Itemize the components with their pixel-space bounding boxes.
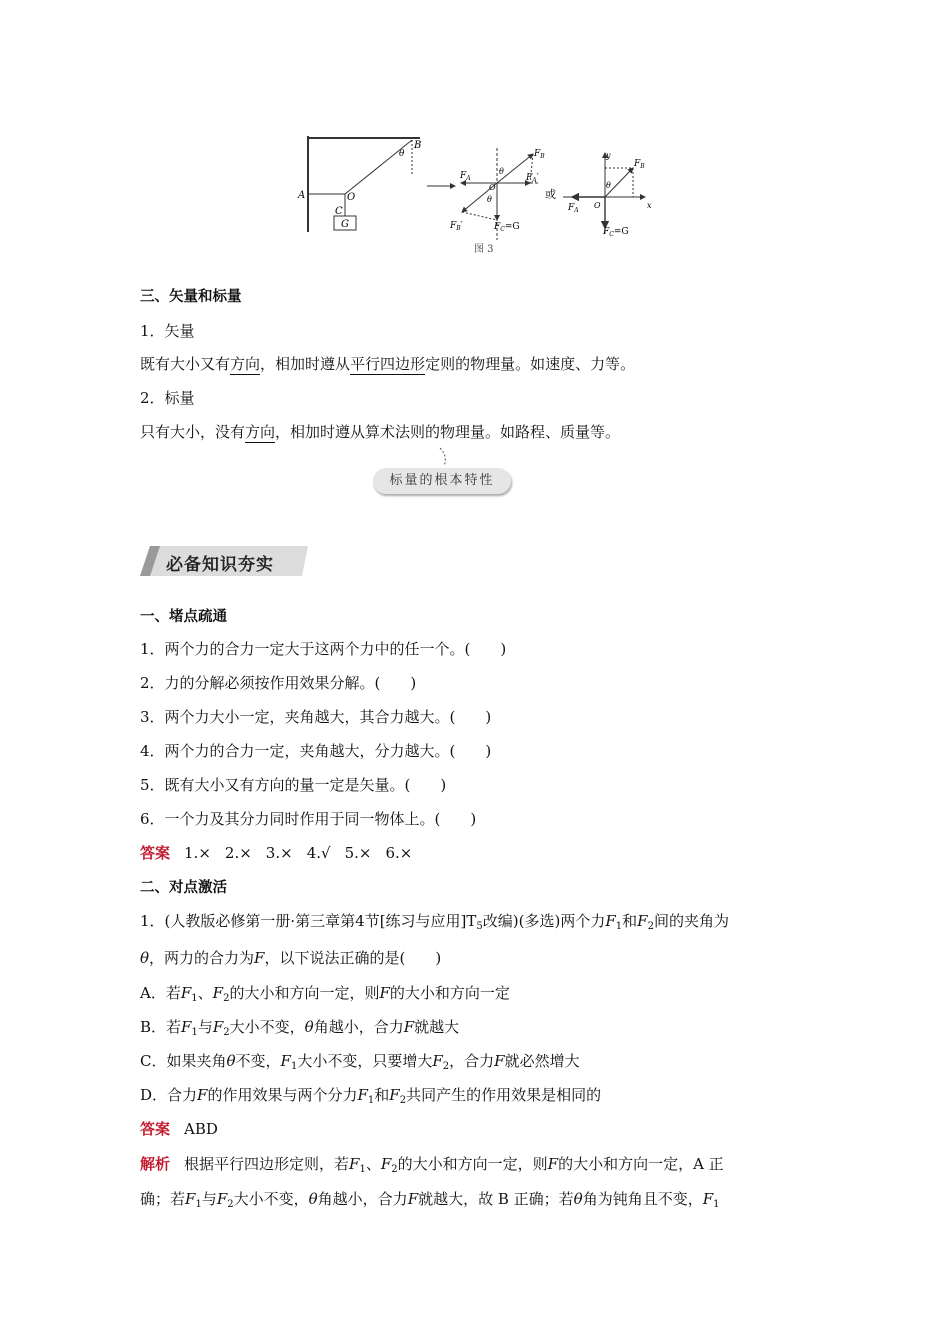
label-B: B <box>414 140 422 151</box>
label-or: 或 <box>545 188 556 201</box>
question-item: 2．力的分解必须按作用效果分解。( ) <box>140 674 417 692</box>
force-diagram <box>290 128 670 258</box>
label-O-right: O <box>594 201 601 210</box>
part2-title: 二、对点激活 <box>140 880 227 896</box>
label-theta: θ <box>399 149 405 159</box>
option-c: C．如果夹角θ不变，$F_1$大小不变，只要增大$F_2$，合力F就必然增大 <box>140 1052 580 1072</box>
label-FA-right: $F_A$ <box>568 203 579 214</box>
label-G: G <box>341 219 349 230</box>
label-theta-right: θ <box>606 181 611 190</box>
label-O: O <box>347 192 356 203</box>
question-item: 3．两个力大小一定，夹角越大，其合力越大。( ) <box>140 708 492 726</box>
label-FB-right: $F_B$ <box>634 159 645 170</box>
part2-answer: 答案 ABD <box>140 1120 218 1138</box>
label-O-mid: O <box>489 183 496 192</box>
label-FB-prime: $F_B'$ <box>450 221 463 232</box>
analysis-label: 解析 <box>140 1155 171 1173</box>
label-FA: $F_A$ <box>460 171 471 182</box>
question-item: 1．两个力的合力一定大于这两个力中的任一个。( ) <box>140 640 507 658</box>
figure-caption: 图 3 <box>474 244 494 255</box>
analysis-line2: 确；若$F_1$与$F_2$大小不变，θ角越小，合力F就越大，故 B 正确；若θ角为钝角且不变，$F_1$ <box>140 1190 720 1210</box>
part1-title: 一、堵点疏通 <box>140 609 227 625</box>
figure-3 <box>290 128 670 258</box>
section-banner <box>138 544 313 578</box>
label-FC-right: $F_C=G$ <box>603 227 629 238</box>
label-theta-mid2: θ <box>487 195 492 204</box>
option-a: A．若$F_1$、$F_2$的大小和方向一定，则F的大小和方向一定 <box>140 984 510 1004</box>
question-item: 5．既有大小又有方向的量一定是矢量。( ) <box>140 776 447 794</box>
analysis-line1: 解析 根据平行四边形定则，若$F_1$、$F_2$的大小和方向一定，则F的大小和方向一定，A 正 <box>140 1155 724 1175</box>
label-theta-mid: θ <box>499 167 504 176</box>
question-item: 4．两个力的合力一定，夹角越大，分力越大。( ) <box>140 742 492 760</box>
scalar-heading: 2．标量 <box>140 389 195 407</box>
scalar-property-tag: 标量的根本特性 <box>373 468 511 494</box>
label-y: y <box>606 151 611 160</box>
section-title-vector-scalar: 三、矢量和标量 <box>140 289 242 305</box>
part1-answers: 答案 1.× 2.× 3.× 4.√ 5.× 6.× <box>140 844 413 862</box>
answer-label: 答案 <box>140 1120 171 1138</box>
label-FA-prime: $F_A'$ <box>526 173 539 184</box>
question-stem-line2: θ，两力的合力为F，以下说法正确的是( ) <box>140 949 442 967</box>
scalar-definition: 只有大小，没有方向，相加时遵从算术法则的物理量。如路程、质量等。 <box>140 423 621 441</box>
label-FB: $F_B$ <box>534 149 545 160</box>
vector-definition: 既有大小又有方向，相加时遵从平行四边形定则的物理量。如速度、力等。 <box>140 355 636 373</box>
coordinate-diagram <box>563 153 645 233</box>
answer-label: 答案 <box>140 844 171 862</box>
label-x: x <box>647 201 652 210</box>
vector-heading: 1．矢量 <box>140 322 195 340</box>
banner-title: 必备知识夯实 <box>166 555 274 575</box>
label-C: C <box>335 206 343 217</box>
question-item: 6．一个力及其分力同时作用于同一物体上。( ) <box>140 810 477 828</box>
label-FC: $F_C=G$ <box>494 222 520 233</box>
tag-pointer <box>436 446 456 470</box>
option-b: B．若$F_1$与$F_2$大小不变，θ角越小，合力F就越大 <box>140 1018 460 1038</box>
question-stem-line1: 1．(人教版必修第一册·第三章第4节[练习与应用]$T_5$改编)(多选)两个力$F_1$和$F_2$间的夹角为 <box>140 912 729 932</box>
option-d: D．合力F的作用效果与两个分力$F_1$和$F_2$共同产生的作用效果是相同的 <box>140 1086 602 1106</box>
label-A: A <box>298 190 306 201</box>
